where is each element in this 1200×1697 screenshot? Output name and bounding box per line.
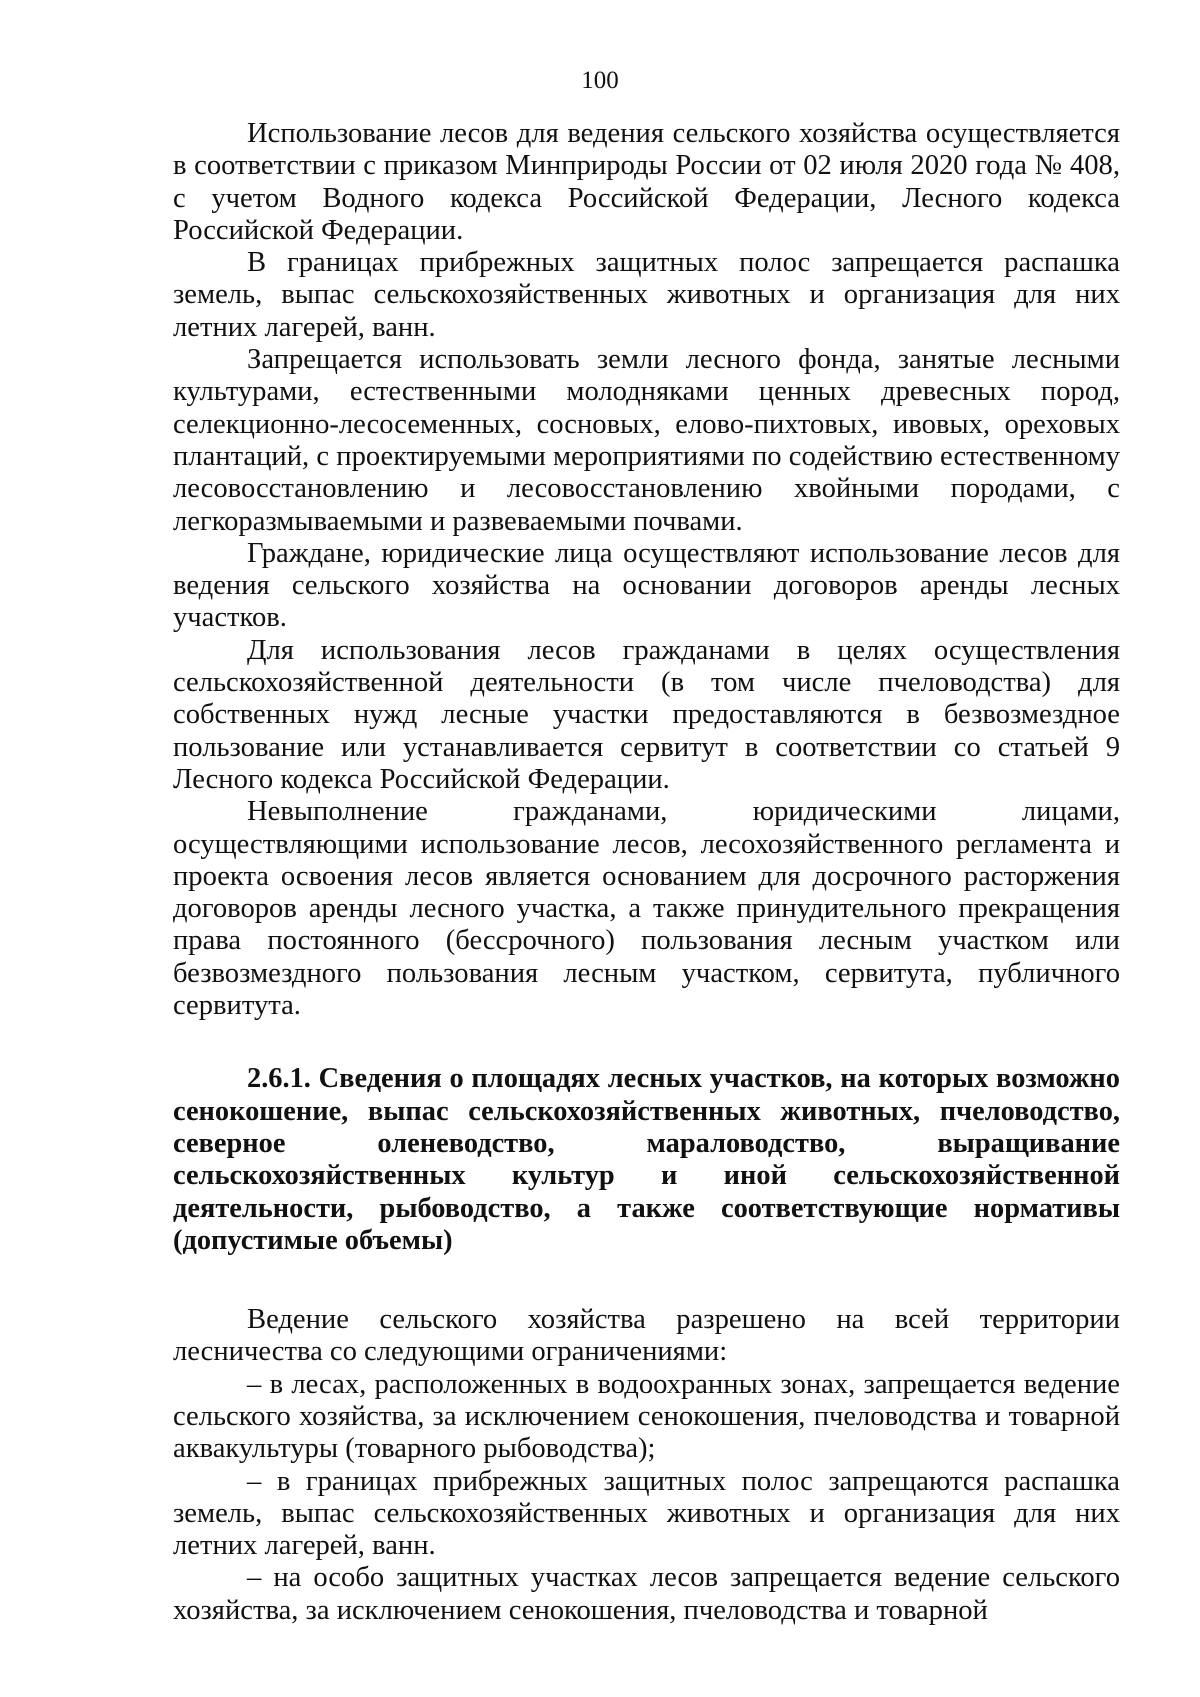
list-item: – в границах прибрежных защитных полос запрещаются распашка земель, выпас сельскохозяйственных животных и организация для них летних лагерей, ванн. (173, 1465, 1120, 1562)
paragraph: Запрещается использовать земли лесного фонда, занятые лесными культурами, естественными молодняками ценных древесных пород, селекционно-лесосеменных, сосновых, елово-пихтовых, ивовых, ореховых плантаций, с проектируемыми мероприятиями по содействию естественному лесовосстановлению и лесовосстановлению хвойными породами, с легкоразмываемыми и развеваемыми почвами. (173, 344, 1120, 537)
paragraph: Для использования лесов гражданами в целях осуществления сельскохозяйственной деятельности (в том числе пчеловодства) для собственных нужд лесные участки предоставляются в безвозмездное пользование или устанавливается сервитут в соответствии со статьей 9 Лесного кодекса Российской Федерации. (173, 634, 1120, 795)
section-heading: 2.6.1. Сведения о площадях лесных участков, на которых возможно сенокошение, выпас сельскохозяйственных животных, пчеловодство, северное оленеводство, мараловодство, выращивание сельскохозяйственных культур и иной сельскохозяйственной деятельности, рыбоводство, а также соответствующие нормативы (допустимые объемы) (173, 1063, 1120, 1256)
paragraph: Граждане, юридические лица осуществляют использование лесов для ведения сельского хозяйства на основании договоров аренды лесных участков. (173, 537, 1120, 634)
page-number: 100 (581, 67, 619, 94)
paragraph: Невыполнение гражданами, юридическими лицами, осуществляющими использование лесов, лесохозяйственного регламента и проекта освоения лесов является основанием для досрочного расторжения договоров аренды лесного участка, а также принудительного прекращения права постоянного (бессрочного) пользования лесным участком или безвозмездного пользования лесным участком, сервитута, публичного сервитута. (173, 796, 1120, 1022)
list-item: – на особо защитных участках лесов запрещается ведение сельского хозяйства, за исключением сенокошения, пчеловодства и товарной (173, 1562, 1120, 1626)
document-body (173, 118, 1120, 1627)
paragraph: Использование лесов для ведения сельского хозяйства осуществляется в соответствии с приказом Минприроды России от 02 июля 2020 года № 408, с учетом Водного кодекса Российской Федерации, Лесного кодекса Российской Федерации. (173, 118, 1120, 246)
paragraph: В границах прибрежных защитных полос запрещается распашка земель, выпас сельскохозяйственных животных и организация для них летних лагерей, ванн. (173, 247, 1120, 343)
list-item: – в лесах, расположенных в водоохранных зонах, запрещается ведение сельского хозяйства, за исключением сенокошения, пчеловодства и товарной аквакультуры (товарного рыбоводства); (173, 1368, 1120, 1465)
paragraph: Ведение сельского хозяйства разрешено на всей территории лесничества со следующими ограничениями: (173, 1304, 1120, 1368)
